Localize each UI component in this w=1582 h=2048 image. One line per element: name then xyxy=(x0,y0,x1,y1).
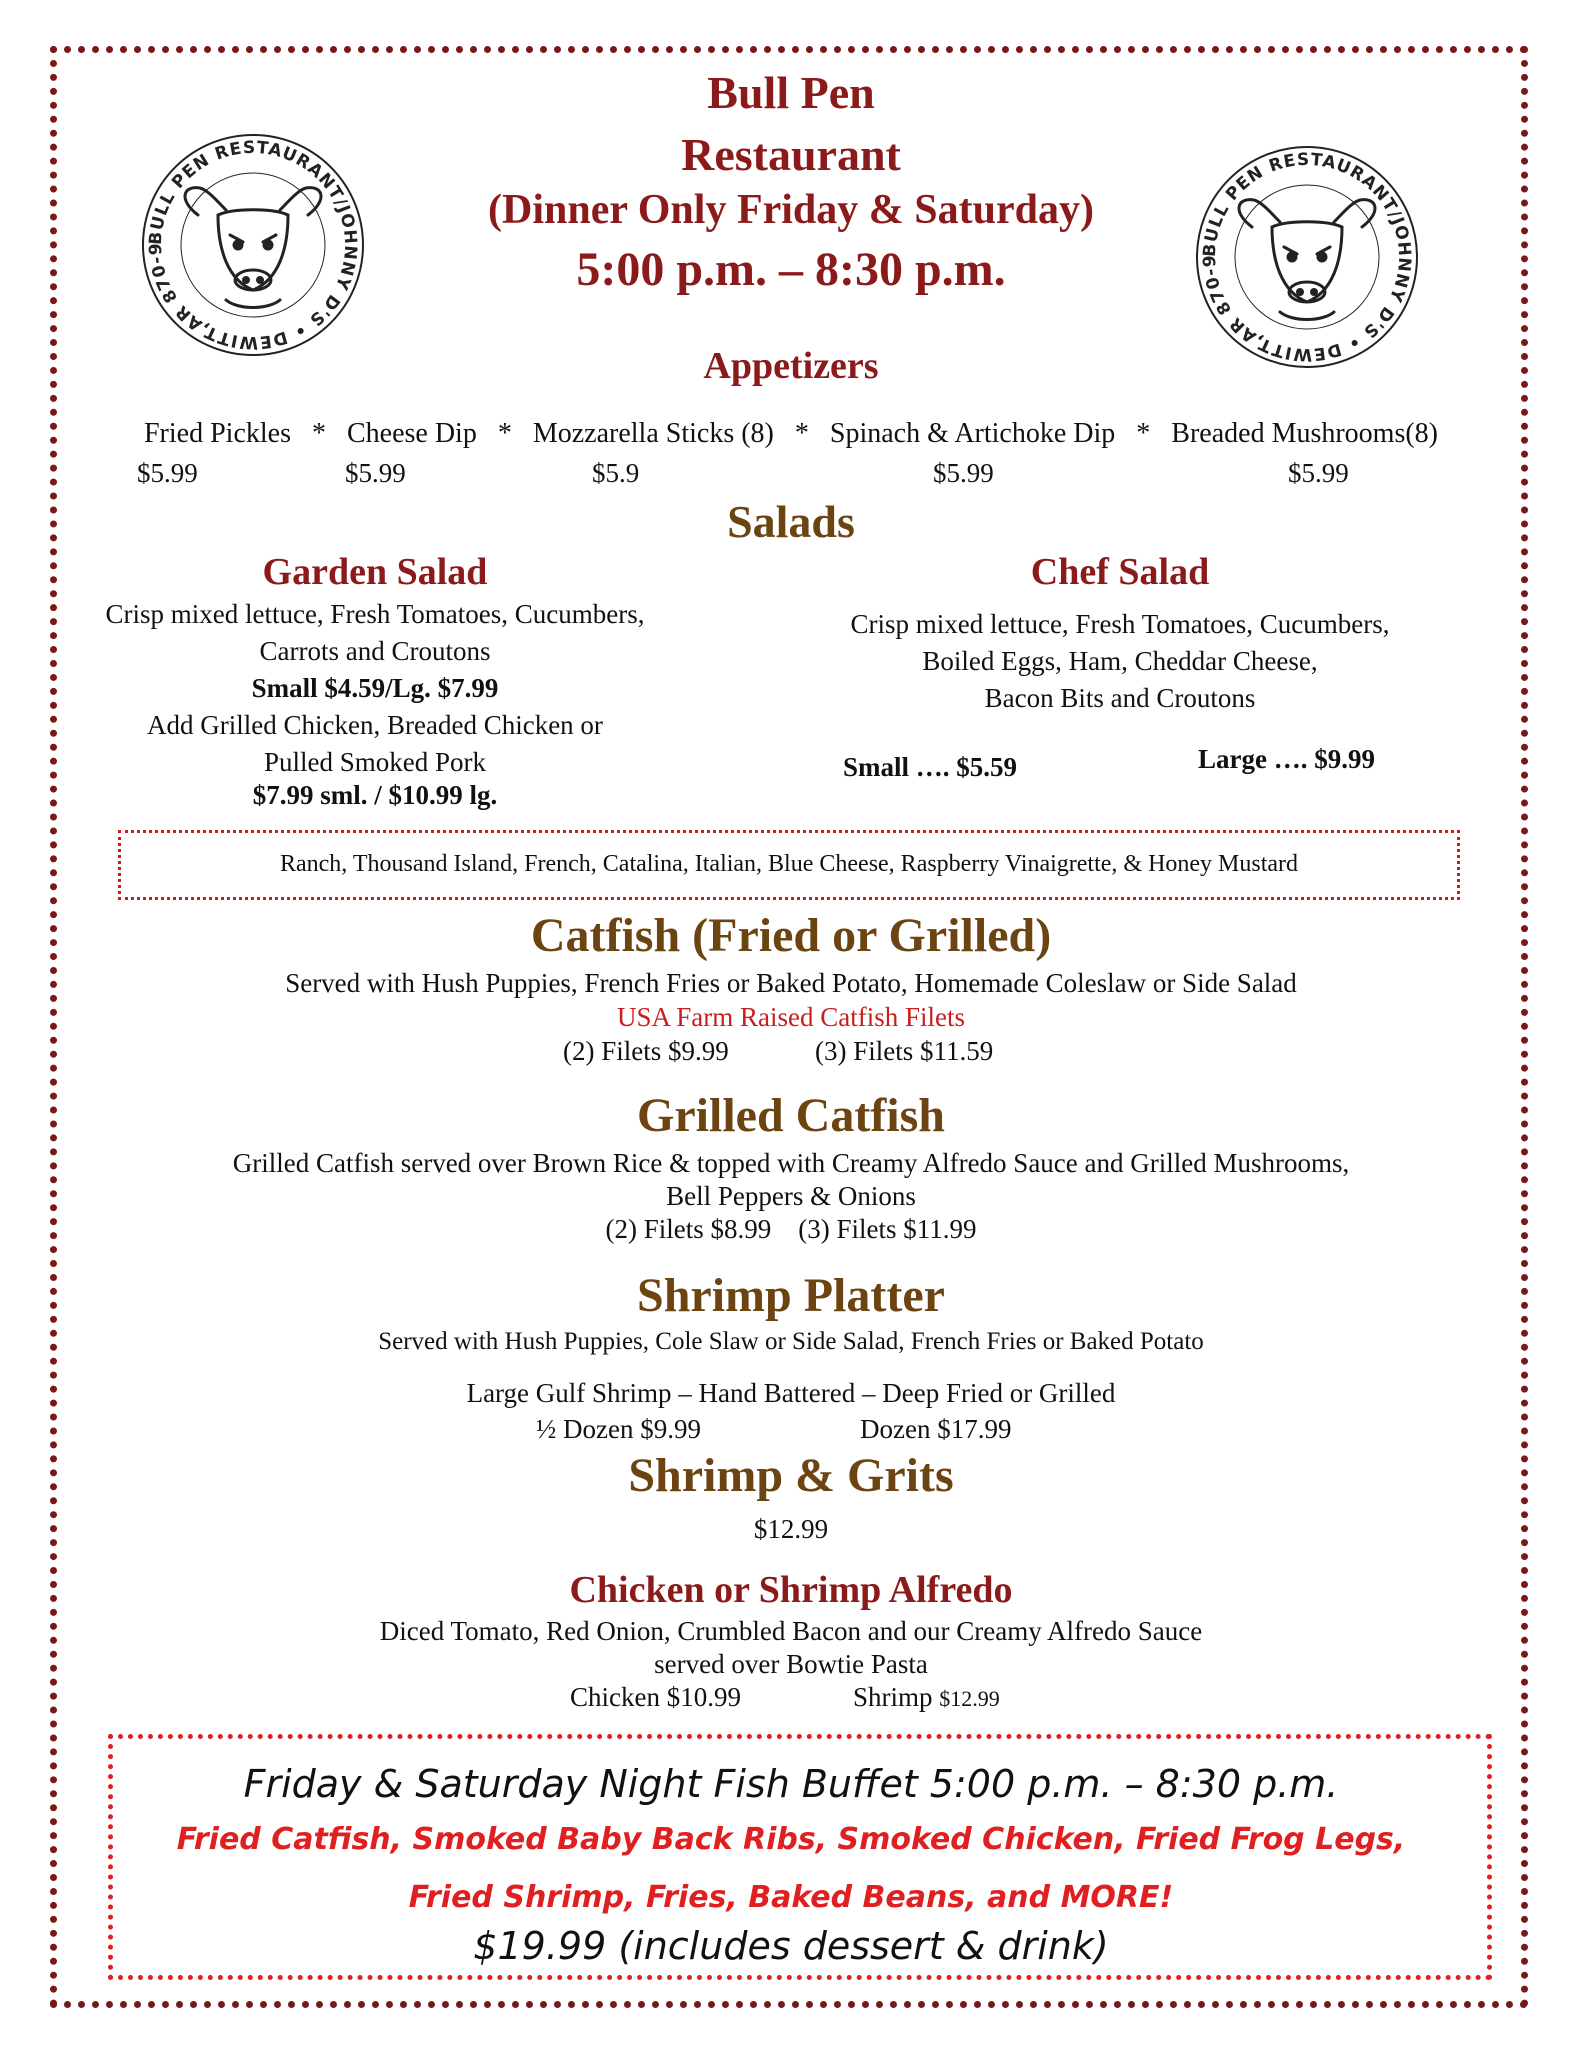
shrimp-platter-desc: Served with Hush Puppies, Cole Slaw or Side Salad, French Fries or Baked Potato xyxy=(378,1328,1204,1355)
separator: * xyxy=(1136,418,1151,449)
shrimp-platter-desc2: Large Gulf Shrimp – Hand Battered – Deep Fried or Grilled xyxy=(466,1378,1116,1408)
dinner-days: (Dinner Only Friday & Saturday) xyxy=(488,187,1094,233)
shrimp-platter-dozen-price: Dozen $17.99 xyxy=(860,1414,1012,1444)
catfish-price-3: (3) Filets $11.59 xyxy=(815,1036,994,1066)
appetizer-name: Fried Pickles xyxy=(143,418,291,449)
restaurant-logo-right xyxy=(1192,142,1422,372)
catfish-desc: Served with Hush Puppies, French Fries or Baked Potato, Homemade Coleslaw or Side Salad xyxy=(285,968,1297,998)
appetizer-name: Mozzarella Sticks (8) xyxy=(532,418,774,449)
alfredo-chicken-price: Chicken $10.99 xyxy=(570,1682,741,1712)
alfredo-shrimp-price: $12.99 xyxy=(939,1686,1000,1711)
chef-salad-large-price: Large …. $9.99 xyxy=(1198,744,1375,774)
restaurant-name-line2: Restaurant xyxy=(681,129,901,180)
appetizer-name: Breaded Mushrooms(8) xyxy=(1171,418,1439,449)
appetizer-name: Cheese Dip xyxy=(346,418,477,449)
bull-head-icon xyxy=(138,130,368,360)
restaurant-name-line1: Bull Pen xyxy=(707,67,875,118)
grilled-catfish-desc: Grilled Catfish served over Brown Rice & topped with Creamy Alfredo Sauce and Grilled Mushrooms, xyxy=(232,1148,1350,1178)
shrimp-platter-half-price: ½ Dozen $9.99 xyxy=(536,1414,701,1444)
appetizer-price: $5.99 xyxy=(933,458,994,488)
appetizer-price: $5.99 xyxy=(345,458,406,488)
chef-salad-desc: Bacon Bits and Croutons xyxy=(984,683,1256,713)
salads-heading: Salads xyxy=(727,496,855,547)
shrimp-grits-price: $12.99 xyxy=(753,1514,829,1544)
separator: * xyxy=(311,418,326,449)
separator: * xyxy=(497,418,512,449)
appetizers-list xyxy=(0,418,1582,450)
separator: * xyxy=(794,418,809,449)
alfredo-desc: Diced Tomato, Red Onion, Crumbled Bacon and our Creamy Alfredo Sauce xyxy=(379,1616,1203,1646)
garden-salad-addon: Add Grilled Chicken, Breaded Chicken or xyxy=(147,710,603,740)
grilled-catfish-desc: Bell Peppers & Onions xyxy=(666,1181,916,1211)
appetizer-price: $5.99 xyxy=(1288,458,1349,488)
buffet-items: Fried Catfish, Smoked Baby Back Ribs, Smoked Chicken, Fried Frog Legs, xyxy=(176,1822,1406,1857)
buffet-title: Friday & Saturday Night Fish Buffet 5:00 p.m. – 8:30 p.m. xyxy=(243,1762,1339,1806)
chef-salad-small-price: Small …. $5.59 xyxy=(843,752,1018,782)
garden-salad-addon-price: $7.99 sml. / $10.99 lg. xyxy=(252,780,498,810)
catfish-title: Catfish (Fried or Grilled) xyxy=(530,909,1052,962)
bull-head-icon xyxy=(1192,142,1422,372)
appetizer-price: $5.9 xyxy=(592,458,640,488)
dressings-box xyxy=(118,830,1460,900)
shrimp-grits-title: Shrimp & Grits xyxy=(628,1449,954,1502)
appetizer-price: $5.99 xyxy=(137,458,198,488)
alfredo-shrimp-label: Shrimp xyxy=(853,1682,933,1712)
catfish-note: USA Farm Raised Catfish Filets xyxy=(616,1002,965,1032)
buffet-price: $19.99 (includes dessert & drink) xyxy=(473,1924,1109,1968)
alfredo-title: Chicken or Shrimp Alfredo xyxy=(569,1569,1013,1611)
logo-ring-text: BULL PEN RESTAURANT/JOHNNY D'S • DEWITT,AR 870-9 xyxy=(145,137,361,353)
garden-salad-title: Garden Salad xyxy=(262,551,488,593)
chef-salad-desc: Crisp mixed lettuce, Fresh Tomatoes, Cucumbers, xyxy=(850,609,1390,639)
dinner-hours: 5:00 p.m. – 8:30 p.m. xyxy=(576,243,1006,296)
logo-ring-text: BULL PEN RESTAURANT/JOHNNY D'S • DEWITT,AR 870-9 xyxy=(1199,149,1415,365)
chef-salad-desc: Boiled Eggs, Ham, Cheddar Cheese, xyxy=(922,646,1318,676)
restaurant-logo-left xyxy=(138,130,368,360)
appetizers-heading: Appetizers xyxy=(703,345,879,387)
grilled-catfish-prices: (2) Filets $8.99 (3) Filets $11.99 xyxy=(605,1214,977,1244)
garden-salad-desc: Crisp mixed lettuce, Fresh Tomatoes, Cucumbers, xyxy=(105,599,645,629)
appetizer-name: Spinach & Artichoke Dip xyxy=(829,418,1116,449)
garden-salad-price: Small $4.59/Lg. $7.99 xyxy=(251,673,499,703)
grilled-catfish-title: Grilled Catfish xyxy=(637,1089,945,1142)
chef-salad-title: Chef Salad xyxy=(1030,551,1210,593)
garden-salad-addon: Pulled Smoked Pork xyxy=(263,747,486,777)
chef-salad xyxy=(790,548,1450,717)
catfish-price-2: (2) Filets $9.99 xyxy=(563,1036,729,1066)
garden-salad xyxy=(60,548,690,809)
garden-salad-desc: Carrots and Croutons xyxy=(259,636,491,666)
shrimp-platter-title: Shrimp Platter xyxy=(637,1269,945,1322)
dressings-list: Ranch, Thousand Island, French, Catalina, Italian, Blue Cheese, Raspberry Vinaigrette, & Honey Mustard xyxy=(279,851,1299,877)
alfredo-shrimp xyxy=(853,1682,1000,1713)
alfredo-desc: served over Bowtie Pasta xyxy=(654,1649,928,1679)
buffet-items: Fried Shrimp, Fries, Baked Beans, and MORE! xyxy=(408,1880,1174,1915)
